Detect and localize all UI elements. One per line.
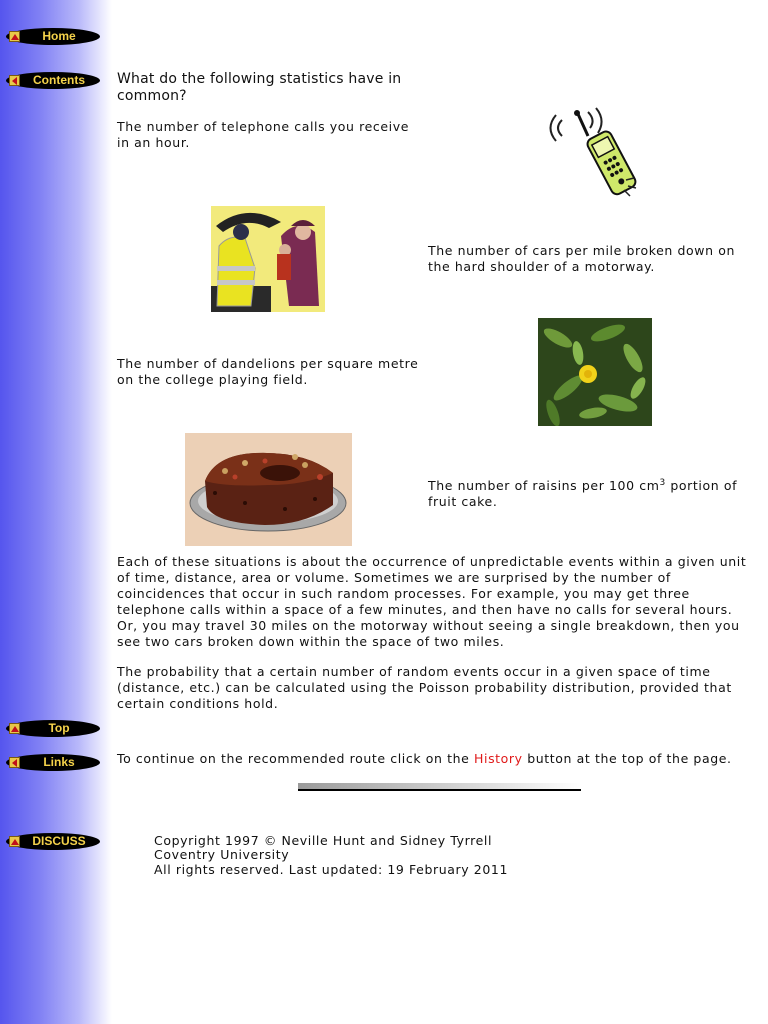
explanation-paragraph: Each of these situations is about the occurrence of unpredictable events within a given unit of time, distance, area or volume. Sometimes we are surprised by the number of coincidences that occur in such random processes. For example, you may get three telephone calls within a space of a few minutes, and then have no calls for several hours. Or, you may travel 30 miles on the motorway without seeing a single breakdown, then you see two cars broken down within the space of two miles.	[117, 554, 747, 649]
raisins-text-start: The number of raisins per 100 cm	[428, 478, 660, 494]
contents-button-label: Contents	[33, 73, 85, 87]
home-button-label: Home	[42, 29, 76, 43]
breakdown-photo	[211, 206, 325, 312]
intro-question: What do the following statistics have in common?	[117, 71, 402, 104]
university-line: Coventry University	[154, 847, 290, 862]
raisins-text-end: portion of fruit cake.	[428, 478, 738, 510]
top-button[interactable]	[6, 720, 100, 737]
back-arrow-icon	[9, 75, 20, 86]
poisson-paragraph: The probability that a certain number of random events occur in a given space of time (distance, etc.) can be calculated using the Poisson probability distribution, provided that certain conditions hold.	[117, 664, 732, 711]
fruit-cake-photo	[185, 433, 352, 546]
back-arrow-icon	[9, 757, 20, 768]
links-button-label: Links	[43, 755, 75, 769]
telephone-text: The number of telephone calls you receive in an hour.	[117, 119, 410, 150]
contents-button[interactable]	[6, 72, 100, 89]
sidebar	[0, 0, 112, 1024]
top-button-label: Top	[48, 721, 70, 735]
dandelions-text: The number of dandelions per square metre on the college playing field.	[117, 356, 419, 387]
divider-rule	[298, 783, 581, 791]
discuss-button[interactable]	[6, 833, 100, 850]
continue-text-start: To continue on the recommended route click on the	[117, 751, 474, 766]
mobile-phone-icon	[540, 100, 646, 200]
dandelion-photo	[538, 318, 652, 426]
home-icon	[9, 31, 20, 42]
links-button[interactable]	[6, 754, 100, 771]
continue-instruction	[117, 751, 757, 767]
continue-text-end: button at the top of the page.	[522, 751, 732, 766]
history-link[interactable]: History	[474, 751, 523, 766]
discuss-icon	[9, 836, 20, 847]
copyright-line: Copyright 1997 © Neville Hunt and Sidney Tyrrell	[154, 833, 493, 848]
home-button[interactable]	[6, 28, 100, 45]
cubic-superscript: 3	[659, 478, 666, 488]
up-arrow-icon	[9, 723, 20, 734]
rights-line: All rights reserved. Last updated: 19 February 2011	[154, 862, 509, 877]
cars-text: The number of cars per mile broken down on the hard shoulder of a motorway.	[428, 243, 735, 274]
raisins-text	[428, 475, 748, 510]
discuss-button-label: DISCUSS	[32, 834, 86, 848]
